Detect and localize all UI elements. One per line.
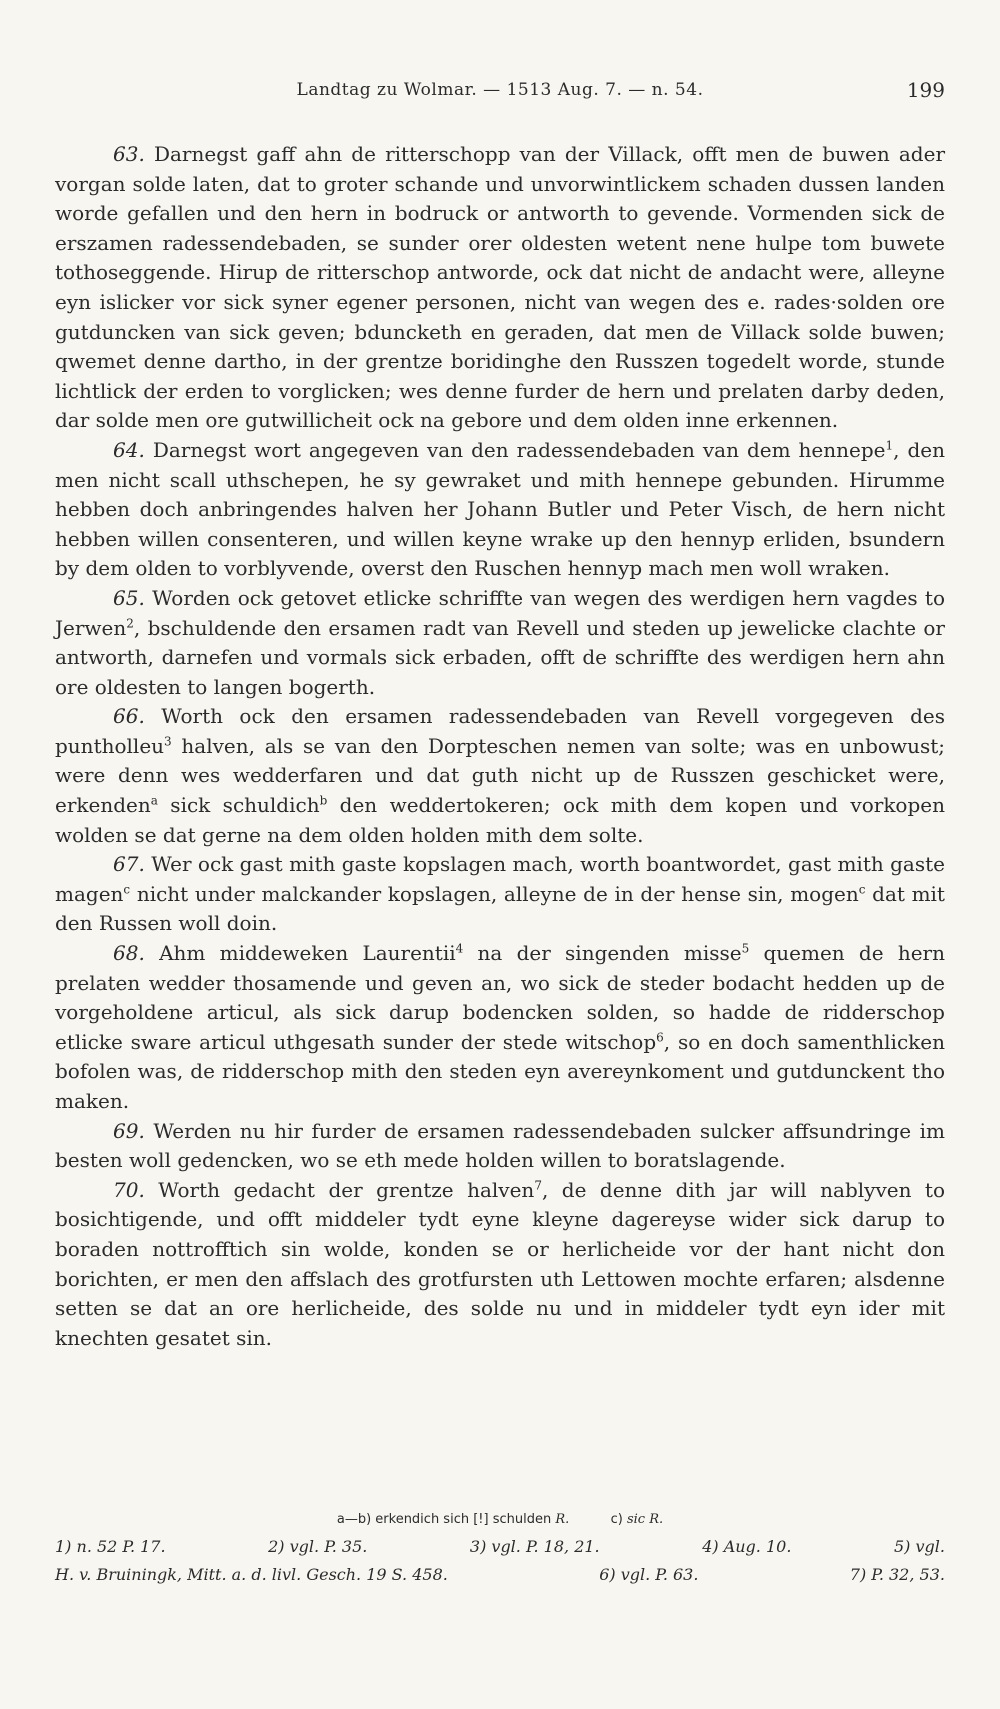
footnote-1: 1) n. 52 P. 17.	[55, 1537, 166, 1556]
paragraph-text: Darnegst wort angegeven van den radessendebaden van dem hennepe	[152, 437, 886, 462]
page-number: 199	[906, 78, 945, 102]
apparatus-ref: c	[123, 882, 131, 897]
paragraph-text: den weddertokeren; ock mith dem kopen und vorkopen wolden se dat gerne na dem olden holden mith dem solte.	[55, 793, 945, 847]
paragraph-number: 68.	[113, 941, 145, 966]
apparatus-source: R.	[555, 1512, 570, 1527]
paragraph-65	[55, 584, 945, 702]
paragraph-70	[55, 1176, 945, 1354]
paragraph-number: 63.	[113, 142, 145, 166]
paragraph-text: , bschuldende den ersamen radt van Revell und steden up jewelicke clachte or antworth, darnefen und vormals sick erbaden, offt de schriffte des werdigen hern ahn ore oldesten to langen bogerth.	[55, 615, 945, 699]
footnote-ref: 6	[656, 1030, 664, 1045]
paragraph-68	[55, 939, 945, 1117]
apparatus-source: sic R.	[626, 1512, 664, 1527]
paragraph-text: , den men nicht scall uthschepen, he sy gewraket und mith hennepe gebunden. Hirumme hebben doch anbringendes halven her Johann Butler und Peter Visch, de hern nicht hebben willen consenteren, und willen keyne wrake up den hennyp erliden, bsundern by dem olden to vorblyvende, overst den Ruschen hennyp mach men woll wraken.	[55, 437, 946, 581]
footnote-ref: 2	[126, 615, 134, 630]
paragraph-text: , so en doch samenthlicken bofolen was, de ridderschop mith den steden eyn avereynkoment und gutdunckent tho maken.	[55, 1029, 945, 1113]
critical-apparatus	[55, 1507, 945, 1533]
paragraph-text: dat mit den Russen woll doin.	[55, 881, 945, 936]
footnote-ref: 3	[164, 734, 172, 749]
main-text	[55, 140, 945, 1353]
paragraph-text: Worth ock den ersamen radessendebaden van Revell vorgegeven des puntholleu	[55, 704, 945, 758]
paragraph-number: 64.	[113, 437, 145, 462]
paragraph-67	[55, 850, 945, 939]
paragraph-69	[55, 1117, 945, 1176]
paragraph-text: quemen de hern prelaten wedder thosamende und geven an, wo sick de steder bodacht hedden up de vorgeholdene articul, als sick darup bodencken solden, so hadde de ridderschop etlicke sware articul uthgesath sunder der stede witschop	[55, 941, 945, 1054]
apparatus-ref: c	[858, 882, 866, 897]
apparatus-text: c)	[610, 1512, 627, 1527]
paragraph-text: Werden nu hir furder de ersamen radessendebaden sulcker affsundringe im besten woll gedencken, wo se eth mede holden willen to boratslagende.	[55, 1118, 946, 1173]
notes-section	[55, 1507, 945, 1589]
paragraph-text: Ahm middeweken Laurentii	[159, 941, 456, 966]
footnote-line-1	[55, 1533, 945, 1561]
paragraph-66	[55, 702, 945, 850]
paragraph-number: 70.	[113, 1177, 145, 1202]
paragraph-text: Worth gedacht der grentze halven	[158, 1177, 535, 1202]
paragraph-text: halven, als se van den Dorpteschen nemen van solte; was en unbowust; were denn wes wedderfaren und dat guth nicht up de Russzen geschicket were, erkenden	[55, 733, 945, 818]
paragraph-number: 67.	[113, 852, 145, 877]
running-title: Landtag zu Wolmar. — 1513 Aug. 7. — n. 54.	[296, 80, 704, 100]
apparatus-text: a—b) erkendich sich [!] schulden	[336, 1512, 556, 1527]
paragraph-text: nicht under malckander kopslagen, alleyne de in der hense sin, mogen	[130, 881, 859, 906]
paragraph-63	[55, 140, 945, 436]
paragraph-text: Darnegst gaff ahn de ritterschopp van der Villack, offt men de buwen ader vorgan solde laten, dat to groter schande und unvorwintlickem schaden dussen landen worde gefallen und den hern in bodruck or antworth to gevende. Vormenden sick de erszamen radessendebaden, se sunder orer oldesten wetent nene hulpe tom buwete tothoseggende. Hirup de ritterschop antworde, ock dat nicht de andacht were, alleyne eyn islicker vor sick syner egener personen, nicht van wegen des e. rades·solden ore gutduncken van sick geven; bduncketh en geraden, dat men de Villack solde buwen; qwemet denne dartho, in der grentze boridinghe den Russzen togedelt worde, stunde lichtlick der erden to vorglicken; wes denne furder de hern und prelaten darby deden, dar solde men ore gutwillicheit ock na gebore und dem olden inne erkennen.	[55, 142, 946, 433]
footnote-ref: 1	[885, 438, 894, 453]
footnote-line-2	[55, 1561, 945, 1589]
footnote-2: 2) vgl. P. 35.	[268, 1537, 368, 1556]
apparatus-ref: b	[319, 793, 328, 808]
apparatus-ref: a	[150, 793, 158, 808]
footnote-6: 6) vgl. P. 63.	[599, 1565, 699, 1584]
footnote-3: 3) vgl. P. 18, 21.	[469, 1537, 600, 1556]
footnote-ref: 4	[455, 941, 464, 956]
footnote-5: 5) vgl.	[893, 1537, 945, 1556]
paragraph-number: 69.	[113, 1118, 145, 1143]
paragraph-text: Worden ock getovet etlicke schriffte van wegen des werdigen hern vagdes to Jerwen	[55, 585, 945, 640]
paragraph-text: Wer ock gast mith gaste kopslagen mach, worth boantwordet, gast mith gaste magen	[55, 852, 945, 906]
apparatus-note-c	[611, 1512, 664, 1527]
page-header	[55, 78, 945, 108]
paragraph-text: , de denne dith jar will nablyven to bosichtigende, und offt middeler tydt eyne kleyne dagereyse wider sick darup to boraden nottrofftich sin wolde, konden se or herlicheide vor der hant nicht don borichten, er men den affslach des grotfursten uth Lettowen mochte erfaren; alsdenne setten se dat an ore herlicheide, des solde nu und in middeler tydt eyn ider mit knechten gesatet sin.	[55, 1177, 946, 1350]
footnote-5-continued: H. v. Bruiningk, Mitt. a. d. livl. Gesch. 19 S. 458.	[55, 1565, 448, 1584]
paragraph-number: 65.	[113, 585, 145, 610]
apparatus-note-a-b	[337, 1512, 569, 1527]
paragraph-text: na der singenden misse	[463, 941, 742, 966]
footnote-ref: 5	[741, 941, 750, 956]
footnote-ref: 7	[534, 1178, 542, 1193]
footnote-7: 7) P. 32, 53.	[849, 1565, 945, 1584]
paragraph-text: sick schuldich	[157, 793, 320, 818]
paragraph-64	[55, 436, 945, 584]
paragraph-number: 66.	[113, 704, 145, 729]
footnote-4: 4) Aug. 10.	[702, 1537, 792, 1556]
